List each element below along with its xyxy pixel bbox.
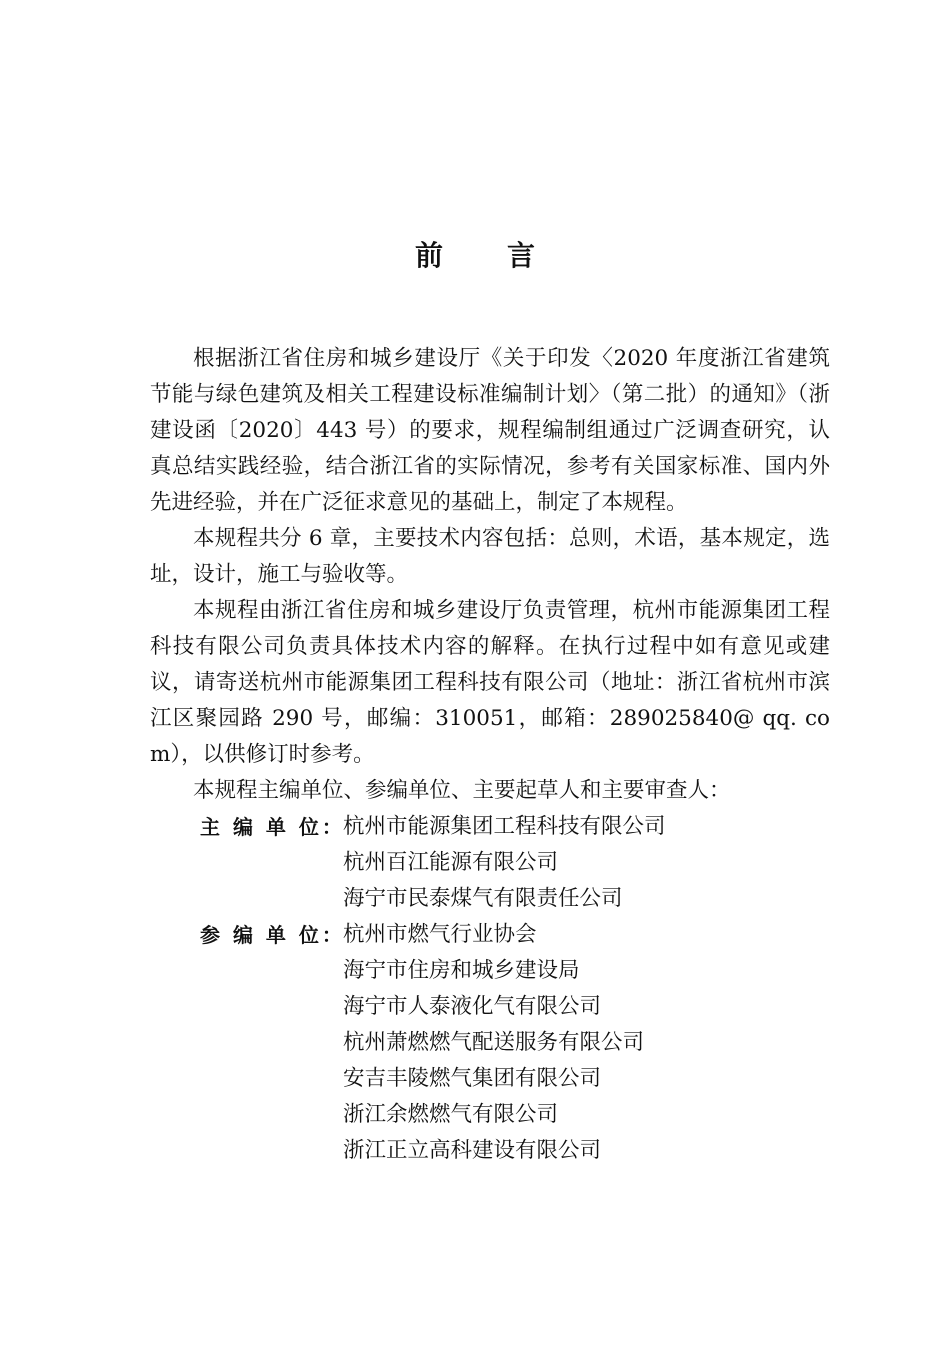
unit-item: 海宁市住房和城乡建设局 (343, 958, 580, 983)
page-title: 前言 (414, 239, 599, 272)
unit-item: 浙江余燃燃气有限公司 (343, 1102, 559, 1127)
preface-body (150, 341, 830, 1169)
paragraph-management: 本规程由浙江省住房和城乡建设厅负责管理，杭州市能源集团工程科技有限公司负责具体技术内容的解释。在执行过程中如有意见或建议，请寄送杭州市能源集团工程科技有限公司（地址：浙江省杭州市滨江区聚园路 290 号，邮编：310051，邮箱：289025840@ qq. com），以供修订时参考。 (150, 598, 830, 767)
units-section (150, 809, 830, 1169)
unit-item: 杭州百江能源有限公司 (343, 850, 559, 875)
paragraph-units-intro: 本规程主编单位、参编单位、主要起草人和主要审查人： (193, 778, 731, 803)
unit-item: 杭州萧燃燃气配送服务有限公司 (343, 1030, 645, 1055)
participating-units-label: 参 编 单 位： (200, 923, 345, 947)
participating-units-group (150, 917, 830, 1169)
unit-item: 海宁市民泰煤气有限责任公司 (343, 886, 623, 911)
participating-units-list (343, 917, 644, 1169)
chief-units-label: 主 编 单 位： (200, 815, 345, 839)
unit-item: 海宁市人泰液化气有限公司 (343, 994, 602, 1019)
unit-item: 杭州市燃气行业协会 (343, 922, 537, 947)
unit-item: 杭州市能源集团工程科技有限公司 (343, 814, 666, 839)
unit-item: 安吉丰陵燃气集团有限公司 (343, 1066, 602, 1091)
paragraph-contents: 本规程共分 6 章，主要技术内容包括：总则，术语，基本规定，选址，设计，施工与验收等。 (150, 526, 830, 587)
paragraph-background: 根据浙江省住房和城乡建设厅《关于印发〈2020 年度浙江省建筑节能与绿色建筑及相关工程建设标准编制计划〉（第二批）的通知》（浙建设函〔2020〕443 号）的要求，规程编制组通过广泛调查研究，认真总结实践经验，结合浙江省的实际情况，参考有关国家标准、国内外先进经验，并在广泛征求意见的基础上，制定了本规程。 (150, 346, 830, 515)
unit-item: 浙江正立高科建设有限公司 (343, 1138, 602, 1163)
chief-units-list (343, 809, 666, 917)
chief-units-group (150, 809, 830, 917)
